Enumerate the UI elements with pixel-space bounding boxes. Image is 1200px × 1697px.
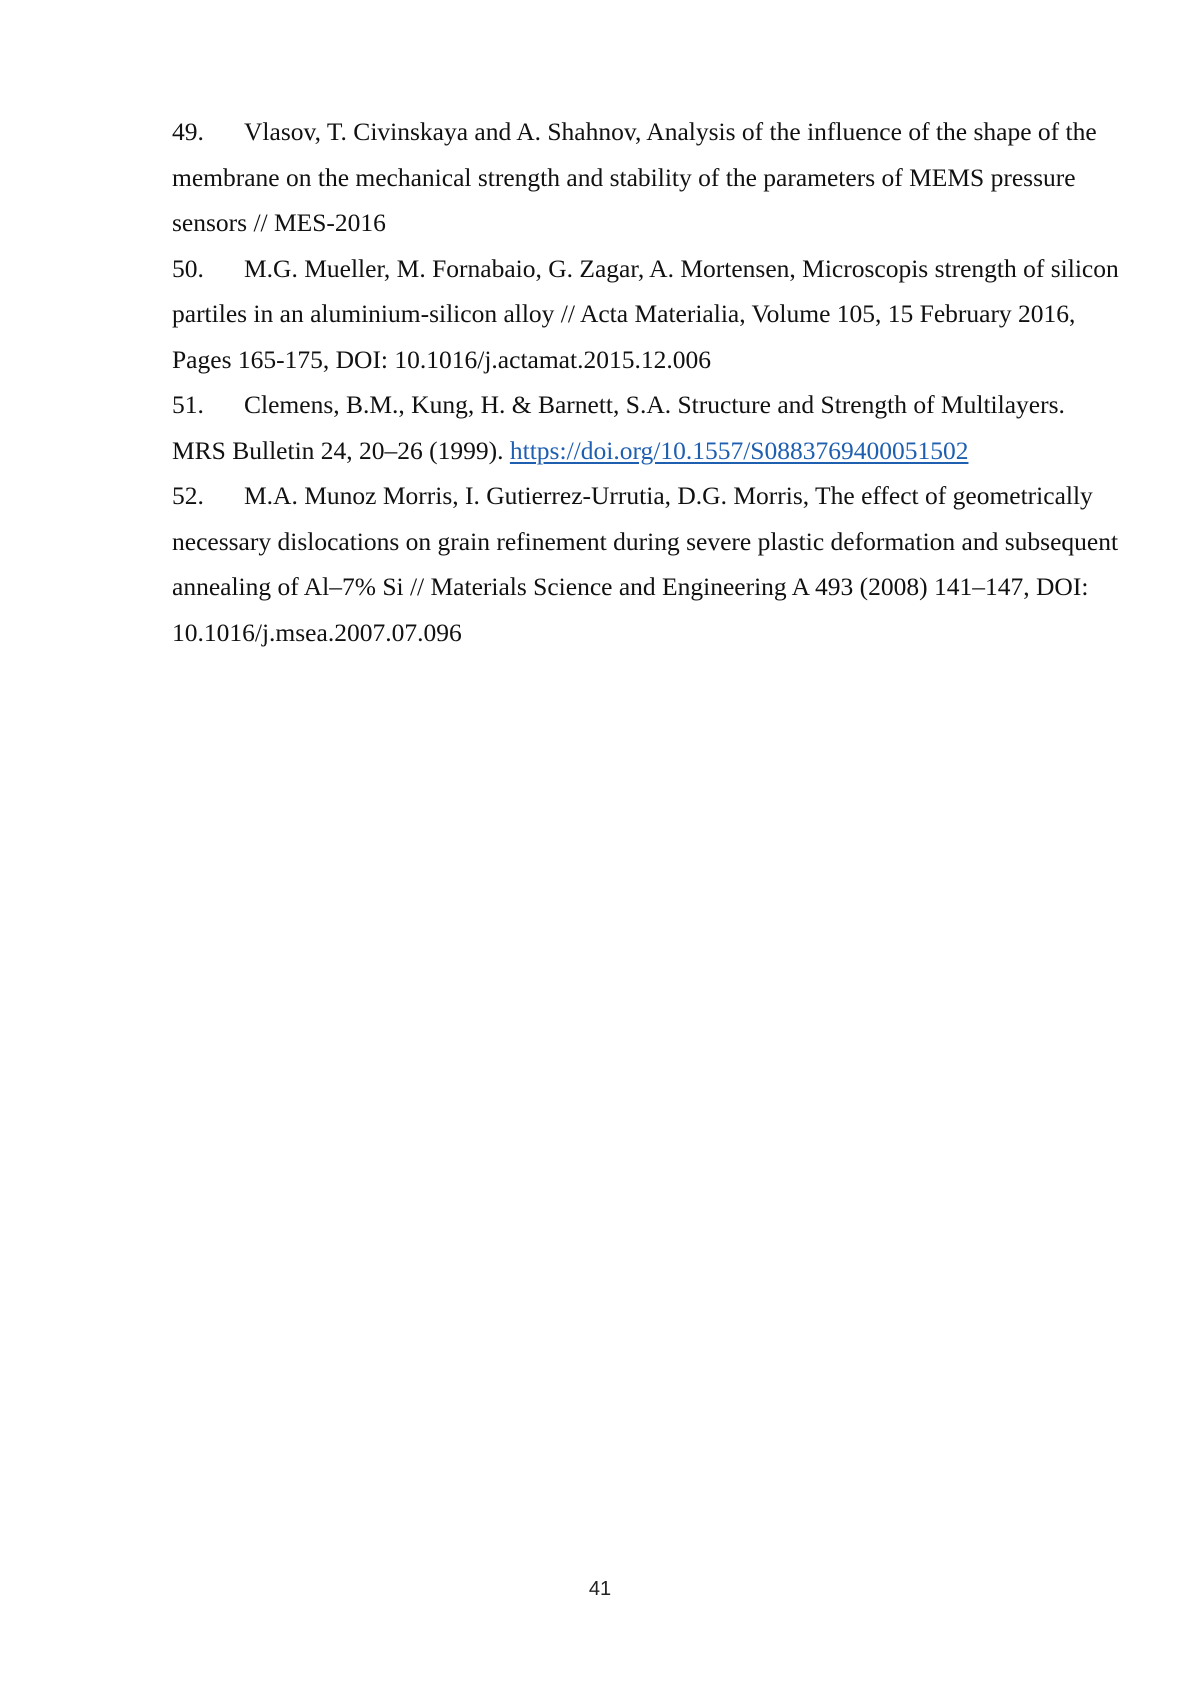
reference-text: Vlasov, T. Civinskaya and A. Shahnov, Analysis of the influence of the shape of the membrane on the mechanical strength and stability of the parameters of MEMS pressure sensors // MES-2016 [172,117,1097,237]
reference-number: 49. [172,117,204,146]
reference-text: Clemens, B.M., Kung, H. & Barnett, S.A. Structure and Strength of Multilayers. MRS Bulletin 24, 20–26 (1999). [172,390,1065,465]
reference-text: M.A. Munoz Morris, I. Gutierrez-Urrutia, D.G. Morris, The effect of geometrically necessary dislocations on grain refinement during severe plastic deformation and subsequent annealing of Al–7% Si // Materials Science and Engineering A 493 (2008) 141–147, DOI: 10.1016/j.msea.2007.07.096 [172,481,1119,647]
reference-item-50 [172,246,1122,383]
page-number: 41 [588,1578,612,1600]
reference-item-52 [172,473,1122,655]
reference-item-51 [172,382,1122,473]
reference-item-49 [172,109,1122,246]
reference-number: 51. [172,390,204,419]
reference-number: 52. [172,481,204,510]
reference-number: 50. [172,253,204,283]
reference-list [172,109,1122,655]
doi-link[interactable]: https://doi.org/10.1557/S0883769400051502 [509,435,969,465]
reference-text: M.G. Mueller, M. Fornabaio, G. Zagar, A. Mortensen, Microscopis strength of silicon partiles in an aluminium-silicon alloy // Acta Materialia, Volume 105, 15 February 2016, Pages 165-175, DOI: 10.1016/j.actamat.2015.12.006 [172,253,1119,374]
